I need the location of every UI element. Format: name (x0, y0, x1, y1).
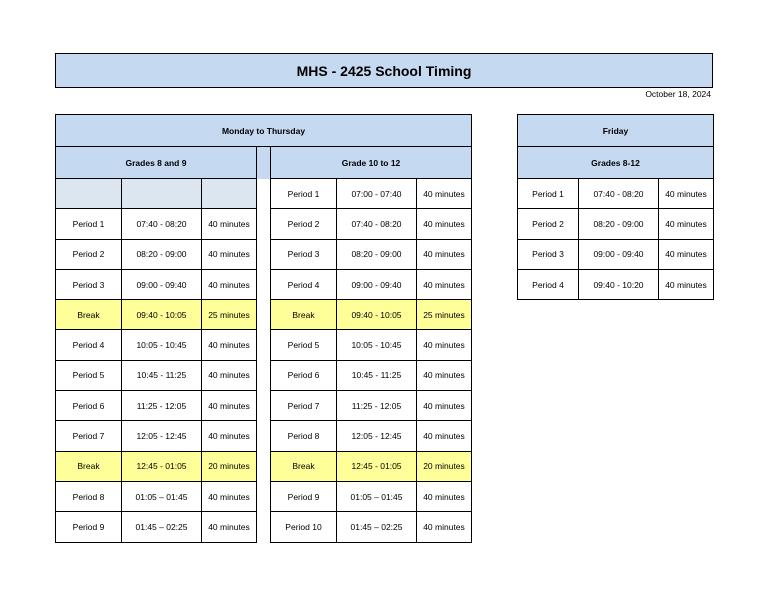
grade-10-12-time-cell: 09:00 - 09:40 (337, 269, 417, 299)
grade-10-12-period-cell: Period 5 (271, 330, 337, 360)
friday-duration-cell: 40 minutes (659, 269, 714, 299)
grades-8-9-duration-cell: 40 minutes (202, 360, 257, 390)
grade-10-12-duration-cell: 40 minutes (417, 179, 472, 209)
grade-10-12-time-cell: 08:20 - 09:00 (337, 239, 417, 269)
grade-10-12-time-cell: 12:45 - 01:05 (337, 451, 417, 481)
grade-10-12-period-cell: Period 3 (271, 239, 337, 269)
grade-10-12-duration-cell: 40 minutes (417, 481, 472, 511)
grades-8-9-time-cell (122, 179, 202, 209)
grade-10-12-time-cell: 01:05 – 01:45 (337, 481, 417, 511)
grades-8-9-period-cell: Period 5 (56, 360, 122, 390)
grade-10-12-time-cell: 07:40 - 08:20 (337, 209, 417, 239)
grades-8-9-period-cell: Break (56, 451, 122, 481)
column-gap (257, 360, 271, 390)
grades-8-9-period-cell: Period 6 (56, 391, 122, 421)
grades-8-9-period-cell (56, 179, 122, 209)
grade-10-12-duration-cell: 40 minutes (417, 421, 472, 451)
grade-10-12-period-cell: Break (271, 451, 337, 481)
table-row (518, 179, 714, 209)
table-row (518, 209, 714, 239)
table-row (56, 300, 472, 330)
grade-10-12-time-cell: 07:00 - 07:40 (337, 179, 417, 209)
friday-period-cell: Period 2 (518, 209, 579, 239)
grade-10-12-duration-cell: 20 minutes (417, 451, 472, 481)
grade-10-12-period-cell: Period 1 (271, 179, 337, 209)
grades-8-9-duration-cell: 40 minutes (202, 330, 257, 360)
grade-10-12-duration-cell: 25 minutes (417, 300, 472, 330)
friday-heading: Friday (518, 115, 714, 147)
grades-8-9-period-cell: Break (56, 300, 122, 330)
grades-8-9-time-cell: 01:45 – 02:25 (122, 512, 202, 542)
grades-8-9-duration-cell: 40 minutes (202, 209, 257, 239)
grades-8-9-period-cell: Period 2 (56, 239, 122, 269)
grades-8-9-time-cell: 12:05 - 12:45 (122, 421, 202, 451)
grade-10-12-duration-cell: 40 minutes (417, 360, 472, 390)
table-row (518, 239, 714, 269)
grade-10-12-period-cell: Period 8 (271, 421, 337, 451)
table-row (56, 269, 472, 299)
grade-10-12-period-cell: Period 2 (271, 209, 337, 239)
grades-8-9-duration-cell: 20 minutes (202, 451, 257, 481)
grade-10-12-duration-cell: 40 minutes (417, 269, 472, 299)
column-gap (257, 147, 271, 179)
column-gap (257, 269, 271, 299)
grades-8-9-duration-cell: 40 minutes (202, 421, 257, 451)
column-gap (257, 391, 271, 421)
column-gap (257, 179, 271, 209)
grade-10-12-heading: Grade 10 to 12 (271, 147, 472, 179)
monday-thursday-heading: Monday to Thursday (56, 115, 472, 147)
grade-10-12-time-cell: 12:05 - 12:45 (337, 421, 417, 451)
table-row (56, 481, 472, 511)
column-gap (257, 209, 271, 239)
monday-thursday-table (55, 114, 472, 543)
grade-10-12-period-cell: Period 9 (271, 481, 337, 511)
column-gap (257, 300, 271, 330)
grades-8-9-period-cell: Period 4 (56, 330, 122, 360)
grades-8-9-duration-cell: 40 minutes (202, 512, 257, 542)
grades-8-9-time-cell: 09:40 - 10:05 (122, 300, 202, 330)
table-row (56, 391, 472, 421)
grades-8-9-time-cell: 12:45 - 01:05 (122, 451, 202, 481)
grades-8-9-time-cell: 08:20 - 09:00 (122, 239, 202, 269)
grades-8-9-time-cell: 09:00 - 09:40 (122, 269, 202, 299)
friday-duration-cell: 40 minutes (659, 239, 714, 269)
grade-10-12-time-cell: 10:45 - 11:25 (337, 360, 417, 390)
grades-8-9-time-cell: 01:05 – 01:45 (122, 481, 202, 511)
grade-10-12-period-cell: Period 10 (271, 512, 337, 542)
grade-10-12-duration-cell: 40 minutes (417, 209, 472, 239)
grades-8-9-period-cell: Period 3 (56, 269, 122, 299)
friday-time-cell: 08:20 - 09:00 (579, 209, 659, 239)
grade-10-12-time-cell: 09:40 - 10:05 (337, 300, 417, 330)
grades-8-9-duration-cell: 40 minutes (202, 269, 257, 299)
grades-8-9-period-cell: Period 8 (56, 481, 122, 511)
table-row (56, 330, 472, 360)
grades-8-9-period-cell: Period 9 (56, 512, 122, 542)
grades-8-9-duration-cell: 25 minutes (202, 300, 257, 330)
column-gap (257, 512, 271, 542)
grades-8-9-period-cell: Period 1 (56, 209, 122, 239)
grade-10-12-period-cell: Period 4 (271, 269, 337, 299)
grades-8-9-duration-cell: 40 minutes (202, 239, 257, 269)
grades-8-9-duration-cell (202, 179, 257, 209)
grade-10-12-duration-cell: 40 minutes (417, 330, 472, 360)
grades-8-9-duration-cell: 40 minutes (202, 391, 257, 421)
grades-8-9-time-cell: 11:25 - 12:05 (122, 391, 202, 421)
grades-8-9-duration-cell: 40 minutes (202, 481, 257, 511)
grade-10-12-time-cell: 11:25 - 12:05 (337, 391, 417, 421)
friday-period-cell: Period 1 (518, 179, 579, 209)
friday-time-cell: 09:40 - 10:20 (579, 269, 659, 299)
friday-duration-cell: 40 minutes (659, 209, 714, 239)
column-gap (257, 451, 271, 481)
grade-10-12-period-cell: Break (271, 300, 337, 330)
grade-10-12-duration-cell: 40 minutes (417, 239, 472, 269)
grades-8-9-time-cell: 10:05 - 10:45 (122, 330, 202, 360)
table-row (56, 421, 472, 451)
grades-8-9-period-cell: Period 7 (56, 421, 122, 451)
grades-8-9-time-cell: 07:40 - 08:20 (122, 209, 202, 239)
column-gap (257, 239, 271, 269)
table-row (56, 179, 472, 209)
column-gap (257, 481, 271, 511)
table-row (56, 512, 472, 542)
friday-time-cell: 09:00 - 09:40 (579, 239, 659, 269)
friday-period-cell: Period 4 (518, 269, 579, 299)
friday-duration-cell: 40 minutes (659, 179, 714, 209)
table-row (518, 269, 714, 299)
page-title: MHS - 2425 School Timing (55, 53, 713, 88)
grade-10-12-duration-cell: 40 minutes (417, 512, 472, 542)
grades-8-9-heading: Grades 8 and 9 (56, 147, 257, 179)
table-row (56, 239, 472, 269)
grade-10-12-period-cell: Period 7 (271, 391, 337, 421)
grades-8-12-heading: Grades 8-12 (518, 147, 714, 179)
grade-10-12-time-cell: 10:05 - 10:45 (337, 330, 417, 360)
grades-8-9-time-cell: 10:45 - 11:25 (122, 360, 202, 390)
column-gap (257, 330, 271, 360)
grade-10-12-period-cell: Period 6 (271, 360, 337, 390)
grade-10-12-duration-cell: 40 minutes (417, 391, 472, 421)
table-row (56, 209, 472, 239)
grade-10-12-time-cell: 01:45 – 02:25 (337, 512, 417, 542)
table-row (56, 360, 472, 390)
friday-time-cell: 07:40 - 08:20 (579, 179, 659, 209)
column-gap (257, 421, 271, 451)
friday-period-cell: Period 3 (518, 239, 579, 269)
document-date: October 18, 2024 (645, 89, 711, 99)
table-row (56, 451, 472, 481)
friday-table (517, 114, 714, 300)
